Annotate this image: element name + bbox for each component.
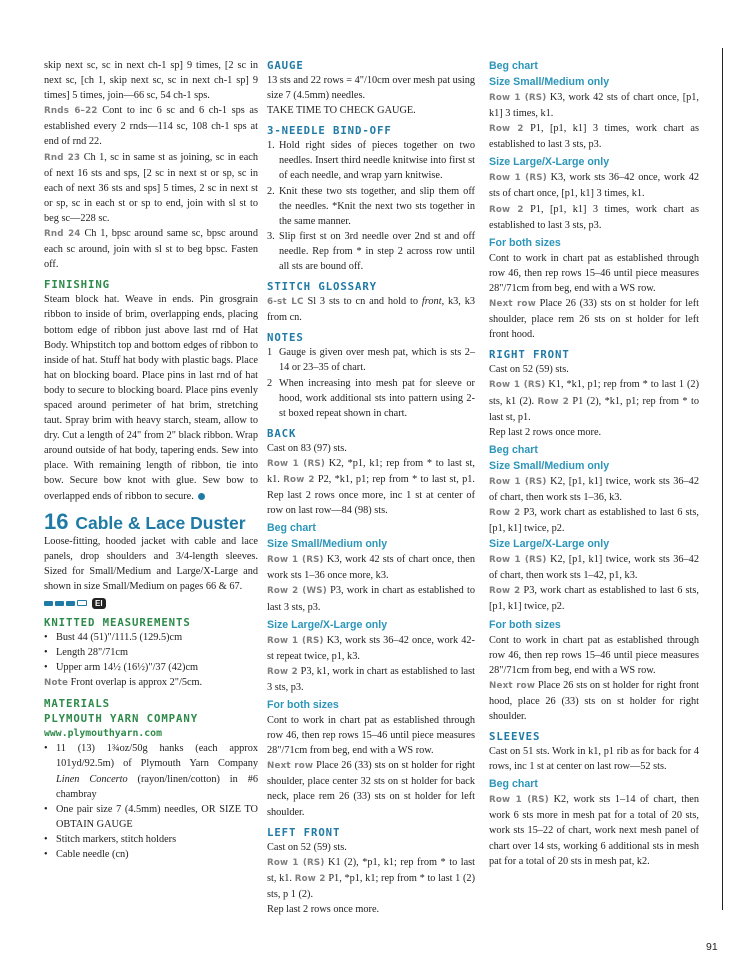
- row-label: Row 1 (RS): [489, 173, 547, 184]
- row-label: Row 1 (RS): [489, 555, 547, 566]
- row-label: Row 1 (RS): [267, 555, 324, 566]
- note-text: Gauge is given over mesh pat, which is sts 2–14 or 23–35 of chart.: [279, 347, 475, 374]
- row-label: Row 2: [283, 474, 315, 485]
- note: [44, 675, 258, 691]
- left-front-heading: LEFT FRONT: [267, 825, 341, 839]
- row-label: Row 2: [537, 396, 570, 407]
- next-row: [489, 678, 699, 724]
- right-front-caston: Cast on 52 (59) sts.: [489, 364, 569, 376]
- notes-list: [267, 345, 475, 420]
- row-label: Row 2: [489, 507, 521, 518]
- list-item: • Cable needle (cn): [44, 849, 129, 861]
- left-front-caston: Cast on 52 (59) sts.: [267, 841, 347, 853]
- note-label: Note: [44, 678, 69, 689]
- row-text: K3, work 42 sts of chart once, then work sts 1–36 once more, k3.: [267, 554, 475, 582]
- both-sizes-subhead: For both sizes: [267, 699, 339, 711]
- sleeves-heading: SLEEVES: [489, 730, 541, 744]
- row-instruction: [267, 664, 475, 695]
- row-text: K2, *p1, k1; rep from * to last st, k1.: [267, 457, 475, 485]
- right-front-rep: Rep last 2 rows once more.: [489, 426, 602, 438]
- knitted-measurements-heading: KNITTED MEASUREMENTS: [44, 616, 191, 629]
- gauge-check: TAKE TIME TO CHECK GAUGE.: [267, 105, 416, 117]
- both-sizes-text: Cont to work in chart pat as established through row 46, then rep rows 15–46 until piece measures 28"/71cm from beg, end with a WS row.: [489, 634, 699, 676]
- row-text: K2, work sts 1–14 of chart, then work 6 sts more in mesh pat for a total of 20 sts, work sts 15–22 of chart, work next mesh panel of chart over 14 sts, working 6 additional sts in mesh pat for a total of 20 sts in mesh pat, k2.: [489, 794, 700, 867]
- glossary-text: Sl 3 sts to cn and hold to: [307, 296, 422, 308]
- round-text: Ch 1, bpsc around same sc, bpsc around each sc around, join with sl st to beg bpsc. Fasten off.: [44, 228, 258, 271]
- column-1: [44, 58, 258, 862]
- size-sm-subhead: Size Small/Medium only: [489, 459, 610, 472]
- list-item: 2 When increasing into mesh pat for sleeve or hood, work additional sts into pattern using 2-st boxed repeat shown in chart.: [267, 377, 475, 419]
- note-text: Front overlap is approx 2"/5cm.: [70, 677, 203, 689]
- row-label: Row 1 (RS): [489, 795, 549, 806]
- row-instruction: [489, 90, 699, 121]
- column-2: [267, 58, 475, 917]
- skill-bar-empty: [77, 600, 87, 606]
- row-text: P3, work chart as established to last 6 sts, [p1, k1] twice, p2.: [489, 506, 699, 535]
- row-text: P1, *p1, k1; rep from * to last 1 (2) sts, p 1 (2).: [267, 872, 475, 900]
- glossary-entry: [267, 294, 475, 325]
- step-text: Knit these two sts together, and slip them off the needles. *Knit the next two sts together in the same manner.: [279, 185, 475, 227]
- step-text: Slip first st on 3rd needle over 2nd st and off needle. Rep from * in step 2 across row until all sts are bound off.: [279, 230, 475, 273]
- row-text: P3, k1, work in chart as established to last 3 sts, p3.: [267, 665, 475, 693]
- row-text: P3, work chart as established to last 6 sts, [p1, k1] twice, p2.: [489, 585, 699, 613]
- row-label: Row 1 (RS): [267, 635, 324, 646]
- finishing-heading: FINISHING: [44, 278, 111, 292]
- measurements-list: [44, 630, 258, 675]
- row-instruction: [489, 583, 699, 614]
- row-instruction: [267, 583, 475, 614]
- measurement: Length 28"/71cm: [56, 647, 128, 659]
- notes-heading: NOTES: [267, 331, 304, 345]
- list-item: • 11 (13) 1¾oz/50g hanks (each approx 101yd/92.5m) of Plymouth Yarn Company Linen Concerto (rayon/linen/cotton) in #6 chambray: [44, 743, 258, 800]
- material-text: One pair size 7 (4.5mm) needles, OR SIZE TO OBTAIN GAUGE: [56, 803, 258, 830]
- row-instruction: [489, 792, 699, 868]
- both-sizes-subhead: For both sizes: [489, 236, 561, 249]
- row-text: P1, [p1, k1] 3 times, work chart as established to last 3 sts, p3.: [489, 203, 699, 231]
- instruction-rnd-23: [44, 150, 258, 226]
- skill-bar-filled: [44, 601, 53, 606]
- material-text: 11 (13) 1¾oz/50g hanks (each approx 101yd/92.5m) of Plymouth Yarn Company: [56, 743, 258, 770]
- row-instruction: [489, 552, 699, 583]
- next-row: [267, 758, 475, 819]
- beg-chart-subhead: Beg chart: [489, 60, 538, 72]
- row-label: Row 2: [489, 124, 524, 135]
- page-number: 91: [706, 941, 718, 953]
- instruction-rnd-24: [44, 226, 258, 272]
- skill-bar-filled: [55, 601, 64, 606]
- body-text: skip next sc, sc in next ch-1 sp] 9 times, [2 sc in next sc, [ch 1, skip next sc, sc in next ch-1 sp] 9 times] 5 times, join—66 sc, 54 ch-1 sps.: [44, 60, 258, 102]
- size-lx-subhead: Size Large/X-Large only: [267, 618, 388, 631]
- instruction-rnds-6-22: [44, 103, 258, 149]
- note-text: When increasing into mesh pat for sleeve or hood, work additional sts into pattern using 2-st boxed repeat shown in chart.: [279, 377, 475, 419]
- size-lx-subhead: Size Large/X-Large only: [489, 156, 610, 169]
- gauge-text: 13 sts and 22 rows = 4"/10cm over mesh pat using size 7 (4.5mm) needles.: [267, 75, 475, 102]
- bindoff-steps: [267, 138, 475, 274]
- row-instruction: [489, 170, 699, 201]
- size-sm-subhead: Size Small/Medium only: [489, 76, 610, 88]
- row-text: P1, [p1, k1] 3 times, work chart as established to last 3 sts, p3.: [489, 123, 699, 151]
- beg-chart-subhead: Beg chart: [267, 522, 316, 535]
- both-sizes-subhead: For both sizes: [489, 618, 561, 631]
- list-item: • One pair size 7 (4.5mm) needles, OR SIZE TO OBTAIN GAUGE: [44, 803, 258, 830]
- finishing-body: Steam block hat. Weave in ends. Pin grosgrain ribbon to inside of brim, overlapping ends, placing bottom edge of ribbon just above last rnd of Hat Body. Whipstitch top and bottom edges of ribbon to inside of hat. Stuff hat body with plastic bags. Place hat on blocking board. Place pins in last rnd of hat body to secure to blocking board. Place pins evenly spaced around perimeter of hat brim, stretching taut. Spray brim with heavy starch, steam, allow to dry. Cut a length of 24" from 2" black ribbon. Wrap around outside of hat body, tapering ends. Sew into place. With remaining length of ribbon, tie into bow. Secure bow knot with glue. Sew bow to overlapped ends of ribbon to secure.: [44, 294, 259, 502]
- beg-chart-subhead: Beg chart: [489, 443, 538, 456]
- list-item: 1. Hold right sides of pieces together on two needles. Insert third needle knitwise into first st of each needle, and wrap yarn knitwise.: [267, 140, 475, 182]
- row-text: K2, [p1, k1] twice, work sts 36–42 of chart, then work sts 1–42, p1, k3.: [489, 554, 699, 582]
- glossary-text: front: [421, 296, 442, 308]
- row-text: Place 26 (33) sts on st holder for left shoulder, place rem 26 sts on st holder for left front hood.: [489, 298, 700, 341]
- row-instruction: [267, 633, 475, 664]
- list-item: 3. Slip first st on 3rd needle over 2nd st and off needle. Rep from * in step 2 across row until all sts are bound off.: [267, 230, 475, 273]
- row-text: P1 (2), *k1, p1; rep from * to last st, p1.: [489, 395, 699, 423]
- project-intro: Loose-fitting, hooded jacket with cable and lace panels, drop shoulders and 3/4-length sleeves. Sized for Small/Medium and Large/X-Large and shown in size Small/Medium on pages 66 & 67.: [44, 535, 258, 592]
- row-text: K1 (2), *p1, k1; rep from * to last st, k1.: [267, 856, 476, 884]
- right-front-heading: RIGHT FRONT: [489, 348, 570, 362]
- bindoff-heading: 3-NEEDLE BIND-OFF: [267, 124, 392, 138]
- company-name: PLYMOUTH YARN COMPANY: [44, 712, 199, 726]
- row-instruction: [489, 474, 699, 505]
- row-label: Next row: [489, 299, 536, 310]
- skill-bar-filled: [66, 601, 75, 606]
- left-front-rows: [267, 855, 475, 902]
- materials-heading: MATERIALS: [44, 697, 111, 711]
- row-label: Row 2: [294, 873, 326, 884]
- row-text: P3, work in chart as established to last 3 sts, p3.: [267, 585, 476, 613]
- list-item: 2. Knit these two sts together, and slip them off the needles. *Knit the next two sts together in the same manner.: [267, 185, 475, 227]
- both-sizes-text: Cont to work in chart pat as established through row 46, then rep rows 15–46 until piece measures 28"/71cm from beg, end with a WS row.: [267, 715, 475, 757]
- row-text: Place 26 sts on st holder for right front hood, place 26 (33) sts on st holder for right shoulder.: [489, 679, 700, 722]
- glossary-text: , k3, k3 from cn.: [267, 296, 476, 324]
- list-item: 1 Gauge is given over mesh pat, which is sts 2–14 or 23–35 of chart.: [267, 347, 475, 374]
- round-text: Ch 1, sc in same st as joining, sc in each of next 16 sts and sps, [2 sc in next st or sp, sc in each of next 36 sts and sps] 5 times, 2 sc in next st or sp, sc in each st or sp to end, join with sl st to beg sc—228 sc.: [44, 151, 258, 224]
- back-rows: [267, 456, 475, 518]
- finishing-text: [44, 292, 258, 503]
- row-text: K3, work 42 sts of chart once, [p1, k1] 3 times, k1.: [489, 92, 699, 120]
- back-heading: BACK: [267, 426, 297, 440]
- row-instruction: [489, 202, 699, 233]
- row-label: Row 2 (WS): [267, 586, 327, 597]
- project-number: 16: [44, 508, 69, 534]
- yarn-name: Linen Concerto: [56, 773, 128, 785]
- project-title: [44, 508, 258, 534]
- round-label: Rnd 23: [44, 152, 81, 163]
- row-label: Row 2: [267, 666, 298, 677]
- right-margin-rule: [722, 48, 723, 910]
- back-caston: Cast on 83 (97) sts.: [267, 442, 347, 454]
- step-text: Hold right sides of pieces together on two needles. Insert third needle knitwise into first st of each needle, and wrap yarn knitwise.: [279, 140, 475, 182]
- end-bullet-icon: [198, 493, 205, 500]
- project-name: Cable & Lace Duster: [75, 512, 246, 533]
- size-lx-subhead: Size Large/X-Large only: [489, 538, 610, 551]
- row-label: Next row: [489, 680, 536, 691]
- row-text: K2, [p1, k1] twice, work sts 36–42 of chart, then work sts 1–36, k3.: [489, 475, 699, 503]
- list-item: • Upper arm 14½ (16½)"/37 (42)cm: [44, 662, 199, 674]
- measurement: Upper arm 14½ (16½)"/37 (42)cm: [56, 662, 199, 674]
- material-text: Cable needle (cn): [56, 849, 129, 861]
- list-item: • Bust 44 (51)"/111.5 (129.5)cm: [44, 632, 183, 643]
- material-text: Stitch markers, stitch holders: [56, 833, 177, 845]
- both-sizes-text: Cont to work in chart pat as established through row 46, then rep rows 15–46 until piece measures 28"/71cm from beg, end with a WS row.: [489, 252, 699, 294]
- next-row: [489, 296, 699, 342]
- company-website[interactable]: www.plymouthyarn.com: [44, 728, 162, 740]
- material-text: (rayon/linen/cotton) in #6 chambray: [56, 773, 258, 800]
- row-instruction: [267, 552, 475, 583]
- round-label: Rnds 6–22: [44, 106, 98, 117]
- round-text: Cont to inc 6 sc and 6 ch-1 sps as established every 2 rnds—114 sc, 108 ch-1 sps at end of rnd 22.: [44, 105, 258, 148]
- measurement: Bust 44 (51)"/111.5 (129.5)cm: [56, 632, 183, 643]
- gauge-heading: GAUGE: [267, 59, 304, 72]
- row-text: K3, work sts 36–42 once, work 42-st repeat twice, p1, k3.: [267, 634, 475, 662]
- row-text: K3, work sts 36–42 once, work 42 sts of chart once, [p1, k1] 3 times, k1.: [489, 172, 700, 200]
- row-instruction: [489, 505, 699, 536]
- row-text: K1, *k1, p1; rep from * to last 1 (2) sts, k1 (2).: [489, 379, 700, 407]
- list-item: • Length 28"/71cm: [44, 647, 128, 659]
- right-front-rows: [489, 377, 699, 424]
- list-item: • Stitch markers, stitch holders: [44, 833, 177, 845]
- row-label: Row 1 (RS): [489, 380, 546, 391]
- row-label: Next row: [267, 761, 314, 772]
- row-text: P2, *k1, p1; rep from * to last st, p1. Rep last 2 rows once more, inc 1 st at center of row on last row—84 (98) sts.: [267, 473, 475, 517]
- row-label: Row 2: [489, 586, 521, 597]
- beg-chart-subhead: Beg chart: [489, 778, 538, 791]
- size-sm-subhead: Size Small/Medium only: [267, 538, 388, 551]
- row-instruction: [489, 121, 699, 152]
- row-label: Row 1 (RS): [267, 857, 325, 868]
- skill-level-badge: EI: [92, 598, 106, 609]
- glossary-heading: STITCH GLOSSARY: [267, 280, 378, 294]
- sleeves-text: Cast on 51 sts. Work in k1, p1 rib as for back for 4 rows, inc 1 st at center on last row—52 sts.: [489, 746, 699, 773]
- left-front-rep: Rep last 2 rows once more.: [267, 904, 380, 916]
- row-label: Row 1 (RS): [267, 458, 325, 469]
- skill-level-indicator: [44, 596, 258, 610]
- row-label: Row 2: [489, 204, 524, 215]
- column-3: [489, 58, 699, 869]
- row-label: Row 1 (RS): [489, 476, 547, 487]
- round-label: Rnd 24: [44, 229, 81, 240]
- materials-list: [44, 741, 258, 862]
- row-text: Place 26 (33) sts on st holder for right shoulder, place center 32 sts on st holder for back neck, place rem 26 (33) sts on st holder for left shoulder.: [267, 760, 475, 818]
- row-label: Row 1 (RS): [489, 93, 547, 103]
- glossary-label: 6-st LC: [267, 297, 304, 308]
